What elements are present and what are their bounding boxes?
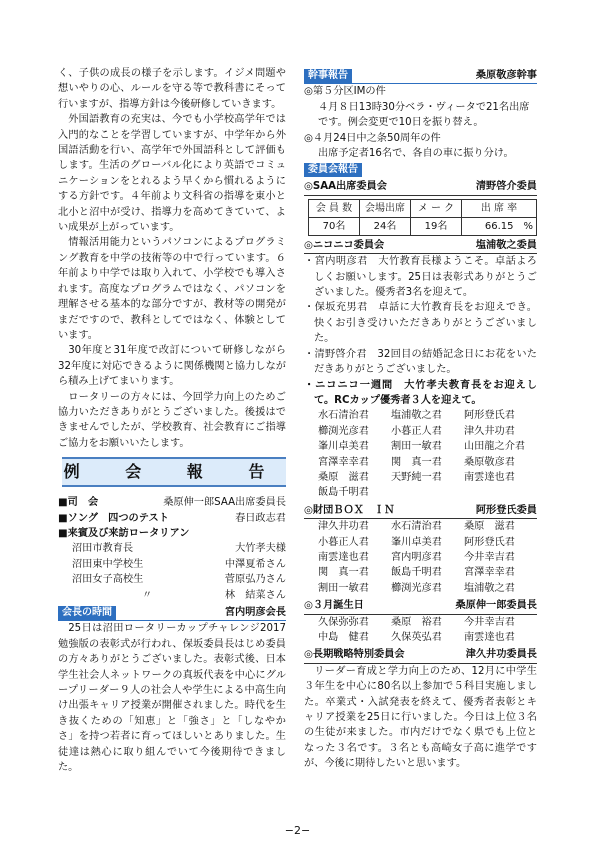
kanji-header: [304, 68, 537, 84]
name-entry: 津久井功君: [464, 425, 515, 437]
niko-item: ・保坂充男君 卓話に大竹教育長をお迎えでき。快くお引き受けいただきありがとうございました。: [304, 302, 537, 345]
guest-name: 大竹孝夫様: [235, 543, 286, 555]
name-entry: 天野純一君: [391, 471, 442, 483]
song-row: [58, 511, 286, 526]
guest-org: 沼田市教育長: [72, 543, 134, 555]
name-entry: 桑原 滋君: [318, 471, 369, 483]
niko-person: 塩浦敬之委員: [475, 239, 537, 251]
name-entry: 阿形登氏君: [464, 536, 515, 548]
long-term-person: 津久井功委員長: [465, 649, 537, 661]
name-entry: 南雲達也君: [464, 632, 515, 643]
meeting-report-banner: 例 会 報 告: [62, 457, 286, 487]
name-entry: 塩浦敬之君: [391, 410, 442, 422]
attendance-header: 会 員 数: [309, 199, 360, 217]
name-entry: 櫛渕光彦君: [318, 425, 369, 437]
attendance-header: 出 席 率: [462, 199, 537, 217]
niko-item: ・宮内明彦君 大竹教育長様ようこそ。卓話よろしくお願いします。25日は表彰式ありがとうございました。優秀者3名を迎えて。: [304, 256, 537, 299]
kanji-tag: 幹事報告: [304, 69, 352, 83]
name-entry: 関 真一君: [391, 456, 442, 468]
guest-row: [58, 557, 286, 572]
attendance-header: 会場出席: [360, 199, 411, 217]
name-entry: 飯島千明君: [391, 567, 442, 579]
niko-week-item: ・ニコニコ一週間 大竹孝夫教育長をお迎えして。RCカップ優秀者３人を迎えて。: [304, 379, 537, 406]
name-entry: 宮内明彦君: [391, 551, 442, 563]
name-entry: 割田一敏君: [391, 441, 442, 453]
song-label: ■ソング 四つのテスト: [58, 512, 169, 524]
name-entry: 割田一敏君: [318, 582, 369, 594]
name-entry: 水石清治君: [391, 521, 442, 533]
birthday-person: 桑原伸一郎委員長: [455, 600, 537, 612]
guest-name: 菅原弘乃さん: [224, 574, 286, 586]
name-entry: 久保弥弥君: [318, 616, 369, 628]
name-entry: 櫛渕光彦君: [391, 582, 442, 594]
kanji-item-1: ◎第５分区IMの件: [304, 86, 386, 98]
box-person: 阿形登氏委員: [475, 504, 537, 516]
paragraph-1: く、子供の成長の様子を示します。イジメ問題や想いやりの心、ルールを守る等で教科書にそって行いますが、指導方針は今後研修していきます。: [58, 68, 286, 110]
name-entry: 山田龍之介君: [464, 441, 526, 453]
niko-names: [304, 408, 537, 500]
long-term-paragraph: リーダー育成と学力向上のため、12月に中学生３年生を中心に80名以上参加で５科目実施しました。卒業式・入試発表を終えて、優秀者表彰とキャリア授業を25日に行いました。今日は上位３名の生徒が来ました。市内だけでなく県でも上位となった３名です。３名とも高崎女子高に進学ですが、今後に期待したいと思います。: [304, 665, 537, 770]
president-paragraph: 25日は沼田ロータリーカップチャレンジ2017勉強版の表彰式が行われ、保坂委員長はじめ委員の方々ありがとうございました。表彰式後、日本学生社会人ネットワークの真坂代表を中心にグループリーダー９人の社会人や学生による中高生向け出張キャリア授業が開催されました。時代を生き抜くための「知恵」と「強さ」と「しなやかさ」を持つ若者に育ってほしいとありました。生徒達は熱心に取り組んでいて今後期待できました。: [58, 623, 286, 774]
name-entry: 津久井功君: [318, 521, 369, 533]
birthday-title-row: [304, 598, 537, 614]
name-entry: 峯川卓美君: [391, 536, 442, 548]
kanji-item-1-body: ４月８日13時30分ベラ・ヴィータで21名出席です。例会変更で10日を振り替え。: [318, 101, 530, 129]
name-entry: 小暮正人君: [391, 425, 442, 437]
right-column: [304, 66, 537, 772]
birthday-names: [304, 615, 537, 646]
guest-name: 中澤夏希さん: [224, 558, 286, 570]
kanji-item-2-body: 出席予定者16名で、各自の車に振り分け。: [318, 148, 514, 160]
niko-title-row: [304, 238, 537, 254]
name-entry: 久保英弘君: [391, 632, 442, 643]
attendance-value: 70名: [309, 217, 360, 235]
name-entry: 桑原 裕君: [391, 616, 442, 628]
long-term-title-row: [304, 647, 537, 663]
president-name: 宮内明彦会長: [224, 607, 286, 618]
name-entry: 阿形登氏君: [464, 410, 515, 422]
box-names: [304, 519, 537, 596]
name-entry: 宮澤幸幸君: [464, 567, 515, 579]
name-entry: 今井幸吉君: [464, 551, 515, 563]
niko-title: ◎ニコニコ委員会: [304, 239, 385, 251]
name-entry: 小暮正人君: [318, 536, 369, 548]
guest-name: 林 結菜さん: [224, 589, 286, 601]
box-title: ◎財団ＢＯＸ ＩＮ: [304, 504, 395, 516]
name-entry: 中島 健君: [318, 632, 369, 643]
attendance-value: 66.15 %: [462, 217, 537, 235]
president-time-header: [58, 605, 286, 621]
attendance-table: [308, 199, 537, 236]
paragraph-3: 情報活用能力というパソコンによるプログラミング教育を中学の技術等の中で行っています。６年前より中学では取り入れて、小学校でも導入されます。高度なプログラムではなく、パソコンを理解させる基本的な部分ですが、教材等の開発がまだですので、教科としてではなく、体験としています。: [58, 237, 286, 341]
kanji-item-2: ◎４月24日中之条50周年の件: [304, 132, 441, 144]
president-time-tag: 会長の時間: [58, 606, 116, 620]
guest-org: 沼田女子高校生: [72, 574, 144, 586]
attendance-value: 19名: [411, 217, 462, 235]
name-entry: 桑原敬彦君: [464, 456, 515, 468]
guest-row: [58, 588, 286, 603]
name-entry: 南雲達也君: [464, 471, 515, 483]
guest-org: 沼田東中学校生: [72, 558, 144, 570]
paragraph-2: 外国語教育の充実は、今でも小学校高学年では入門的なことを学習していますが、中学年から外国語活動を行い、高学年で外国語科として評価もします。生活のグローバル化により英語でコミュニケーションをとれるよう早くから慣れるようにする方針です。４年前より文科省の指導を東小と北小と沼中が受け、指導力を高めてきていて、よい成果が上がっています。: [58, 114, 286, 234]
guest-org: 〃: [142, 589, 153, 601]
committee-tag: 委員会報告: [304, 163, 362, 177]
attendance-value: 24名: [360, 217, 411, 235]
saa-title: ◎SAA出席委員会: [304, 181, 387, 193]
guest-row: [58, 572, 286, 587]
name-entry: 宮澤幸幸君: [318, 456, 369, 468]
name-entry: 飯島千明君: [318, 487, 369, 499]
name-entry: 水石清治君: [318, 410, 369, 422]
paragraph-5: ロータリーの方々には、今回学力向上のためご協力いただきありがとうございました。後援はできませんでしたが、学校教育、社会教育にご指導ご協力をお願いいたします。: [58, 391, 286, 449]
attendance-value-row: [309, 217, 537, 235]
name-entry: 今井幸吉君: [464, 616, 515, 628]
mc-label: ■司 会: [58, 497, 99, 509]
mc-name: 桑原伸一郎SAA出席委員長: [163, 497, 286, 509]
saa-person: 清野啓介委員: [475, 181, 537, 193]
name-entry: 関 真一君: [318, 567, 369, 579]
paragraph-4: 30年度と31年度で改訂について研修しながら32年度に対応できるように関係機関と協力しながら積み上げてまいります。: [58, 345, 286, 388]
mc-row: [58, 495, 286, 510]
name-entry: 桑原 滋君: [464, 521, 515, 533]
niko-item: ・清野啓介君 32回目の結婚記念日にお花をいただきありがとうございました。: [304, 348, 537, 376]
birthday-title: ◎３月誕生日: [304, 600, 364, 612]
name-entry: 塩浦敬之君: [464, 582, 515, 594]
name-entry: 峯川卓美君: [318, 441, 369, 453]
guest-row: [58, 541, 286, 556]
kanji-name: 桑原敬彦幹事: [475, 70, 537, 81]
guests-label: ■来賓及び来訪ロータリアン: [58, 527, 190, 539]
attendance-header-row: [309, 199, 537, 217]
left-column: [58, 66, 286, 775]
long-term-title: ◎長期戦略特別委員会: [304, 649, 405, 661]
saa-title-row: [304, 179, 537, 195]
box-title-row: [304, 503, 537, 519]
page-number: −2−: [284, 824, 311, 837]
name-entry: 南雲達也君: [318, 551, 369, 563]
song-name: 春日政志君: [235, 512, 286, 524]
attendance-header: メ ー ク: [411, 199, 462, 217]
committee-header: [304, 163, 537, 177]
